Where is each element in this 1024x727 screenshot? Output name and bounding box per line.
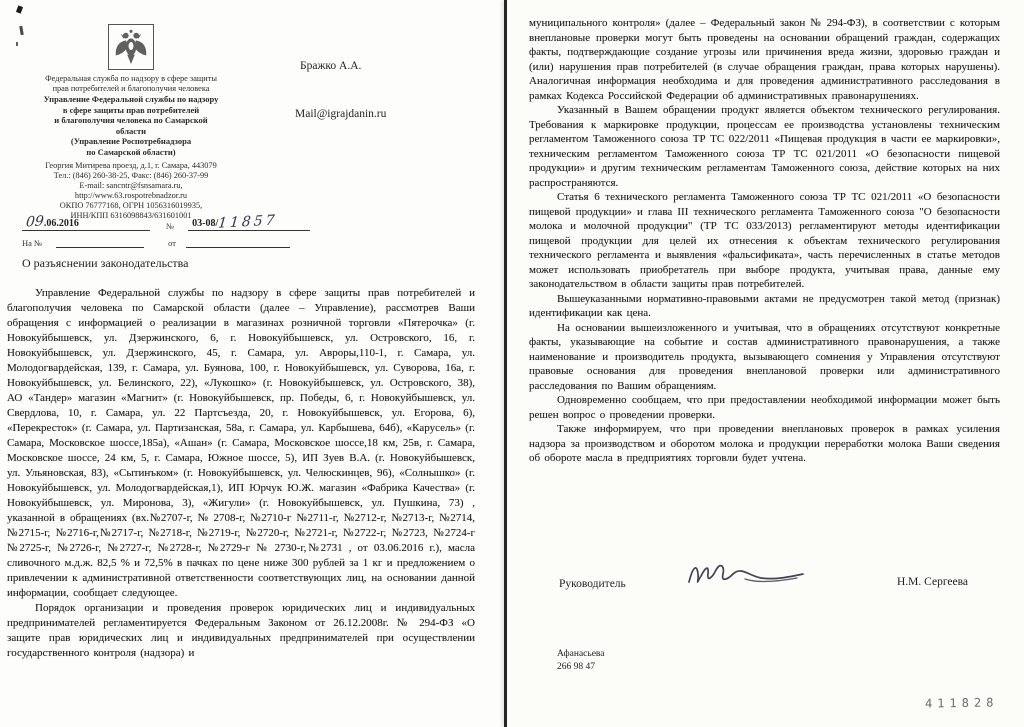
paragraph: Вышеуказанными нормативно-правовыми актами не предусмотрен такой метод (признак) идентификации как цена. bbox=[529, 292, 1000, 319]
paragraph: Порядок организации и проведения проверок юридических лиц и индивидуальных предпринимателей регламентируется Федеральным Законом от 26.12.2008г. № 294-ФЗ «О защите прав юридических лиц и индивидуальных предпринимателей при осуществлении государственного контроля (надзора) и bbox=[7, 602, 475, 659]
letter-body-page1 bbox=[7, 286, 475, 661]
paragraph: Указанный в Вашем обращении продукт является объектом технического регулирования. Требования к маркировке продукции, процессам ее производства установлены техническим регламентом Таможенного союза ТР ТС 022/2011 «Пищевая продукция в части ее маркировки», техническим регламентом Таможенного союза ТР ТС 021/2011 «О безопасности пищевой продукции» и другим техническим регламентам Таможенного союза, действие которых на них распространяются. bbox=[529, 104, 1000, 189]
postal-address: Георгия Митирева проезд, д.1, г. Самара, 443079 bbox=[45, 161, 217, 170]
letter-body-page2 bbox=[529, 16, 1000, 466]
okpo-ogrn-line: ОКПО 76777168, ОГРН 1056316019935, bbox=[59, 201, 203, 210]
agency-name-line: Федеральная служба по надзору в сфере защиты bbox=[45, 74, 217, 83]
department-name-line: Управление Федеральной службы по надзору bbox=[43, 94, 219, 104]
department-name-line: и благополучия человека по Самарской bbox=[54, 115, 208, 125]
department-name-line: в сфере защиты прав потребителей bbox=[62, 104, 200, 115]
executor-block bbox=[557, 648, 605, 674]
signer-name: Н.М. Сергеева bbox=[897, 576, 968, 588]
handwritten-number: 11857 bbox=[217, 212, 279, 232]
addressee-name: Бражко А.А. bbox=[300, 60, 362, 72]
na-label: На № bbox=[22, 238, 43, 248]
ot-label: от bbox=[168, 238, 177, 248]
department-name bbox=[12, 94, 250, 157]
scan-artifact bbox=[16, 42, 18, 46]
inn-kpp-line: ИНН/КПП 6316098843/631601001 bbox=[70, 211, 192, 220]
coat-of-arms-icon bbox=[108, 24, 154, 70]
contact-block bbox=[12, 161, 250, 221]
paragraph: На основании вышеизложенного и учитывая, что в обращениях отсутствуют конкретные факты, указывающие на событие и состав административного правонарушения, а также наименование и производитель продукта, вызывающего сомнения у Управления отсутствуют правовые основания для проведения внеплановой проверки или административного расследования по Вашим обращениям. bbox=[529, 321, 1000, 392]
printed-date: .06.2016 bbox=[43, 218, 79, 229]
letter-page-2 bbox=[507, 0, 1024, 727]
email-line: E-mail: sancntr@fsnsamara.ru, bbox=[79, 181, 183, 190]
signer-title: Руководитель bbox=[559, 578, 626, 590]
letter-page-1 bbox=[0, 0, 505, 727]
letterhead bbox=[12, 24, 250, 221]
website-line: http://www.63.rospotrebnadzor.ru bbox=[74, 191, 188, 200]
number-sign: № bbox=[166, 221, 175, 231]
department-short-name-line: (Управление Роспотребнадзора bbox=[70, 136, 192, 146]
phone-fax: Тел.: (846) 260-38-25, Факс: (846) 260-37-99 bbox=[53, 171, 209, 180]
registration-stamp-number: 411828 bbox=[924, 695, 999, 711]
paragraph: Одновременно сообщаем, что при предоставлении необходимой информации может быть решен вопрос о проведении проверки. bbox=[529, 394, 1000, 421]
addressee-email: Mail@igrajdanin.ru bbox=[295, 108, 387, 120]
paragraph: Также информируем, что при проведении внеплановых проверок в рамках усиления надзора за производством и оборотом молока и продукции переработки молока Ваши сведения об обороте масла в предприятиях торговли будет учтена. bbox=[529, 423, 1000, 464]
subject-line: О разъяснении законодательства bbox=[22, 256, 189, 270]
signature-icon bbox=[685, 552, 815, 594]
agency-name-line: прав потребителей и благополучия человека bbox=[52, 84, 210, 93]
department-short-name-line: по Самарской области) bbox=[86, 146, 176, 157]
paragraph: Статья 6 технического регламента Таможенного союза ТР ТС 021/2011 «О безопасности пищевой продукции» и глава III технического регламента Таможенного союза "О безопасности молока и молочной продукции" (ТР ТС 033/2013) регламентируют методы идентификации пищевой продукции для целей их отнесения к объектам технического регулирования технического регламента и выявления «фальсификата», часть перечисленных в статье методов может использовать приобретатель при выборе продукта, учитывая права, данные ему законодательством в области защиты прав потребителей. bbox=[529, 191, 1000, 290]
executor-name: Афанасьева bbox=[557, 649, 605, 659]
incoming-number-blank bbox=[56, 238, 144, 248]
incoming-date-blank bbox=[186, 238, 290, 248]
handwritten-day: 09 bbox=[25, 213, 45, 231]
department-name-line: области bbox=[115, 125, 147, 136]
executor-phone: 266 98 47 bbox=[557, 662, 595, 672]
outgoing-number-field bbox=[188, 212, 310, 232]
incoming-reference-line bbox=[22, 238, 290, 248]
printed-number-prefix: 03-08/ bbox=[192, 218, 219, 229]
paragraph: Управление Федеральной службы по надзору в сфере защиты прав потребителей и благополучия человека по Самарской области (далее – Управление), рассмотрев Ваши обращения с информацией о реализации в магазинах розничной торговли «Пятерочка» (г. Новокуйбышевск, ул. Дзержинского, 6, г. Новокуйбышевск, ул. Островского, 16, г. Новокуйбышевск, ул. Дзержинского, 45, г. Самара, ул. Авроры,110-1, г. Самара, ул. Молодогвардейская, 139, г. Самара, ул. Буянова, 100, г. Новокуйбышевск, ул. Суворова, 16а, г. Новокуйбышевск, ул. Белинского, 22), «Лукошко» (г. Новокуйбышевск, ул. Островского, 38), АО «Тандер» магазин «Магнит» (г. Новокуйбышевск, пр. Победы, 6, г. Новокуйбышевск, ул. Свердлова, 10, г. Самара, ул. 22 Партсъезда, 20, г. Новокуйбышевск, ул. Егорова, 6), «Перекресток» (г. Самара, ул. Партизанская, 58а, г. Самара, ул. Карбышева, 64б), «Карусель» (г. Самара, Московское шоссе,185а), «Ашан» (г. Самара, Московское шоссе,18 км, 25в, г. Самара, Московское шоссе, 24 км, 5, г. Самара, Южное шоссе, 5), ИП Зуев В.А. (г. Новокуйбышевск, ул. Ульяновская, 83), «Сытинъком» (г. Новокуйбышевск, ул. Челюскинцев, 96), «Солнышко» (г. Новокуйбышевск, ул. Молодогвардейская,1), ИП Юрчук Ю.Ж. магазин «Фабрика Качества» (г. Новокуйбышевск, ул. Миронова, 3), «Жигули» (г. Новокуйбышевск, ул. Пушкина, 73) , указанной в обращениях (вх.№2707-г, № 2708-г, №2710-г №2711-г, №2712-г, №2713-г, №2714, №2715-г, №2716-г,№2717-г, №2718-г, №2719-г, №2720-г, №2721-г, №2722-г, №2723, №2724-г №2725-г, №2726-г, №2727-г, №2728-г, №2729-г № 2730-г,№2731 , от 03.06.2016 г.), масла сливочного м.д.ж. 82,5 % и 72,5% в пачках по цене ниже 300 рублей за 1 кг и предложением о привлечении к административной ответственности соответствующих лиц, на основании данной информации, сообщает следующее. bbox=[7, 287, 475, 599]
paragraph-continuation: муниципального контроля» (далее – Федеральный закон № 294-ФЗ), в соответствии с которым внеплановые проверки могут быть проведены на основании обращений граждан, содержащих факты, подтверждающие создание угрозы или причинения вреда жизни, здоровью граждан и (или) нарушения прав потребителей (в случае обращения граждан, права которых нарушены). Аналогичная информация необходима и для проведения административного расследования в рамках Кодекса Российской Федерации об административных правонарушениях. bbox=[529, 17, 1000, 102]
agency-name bbox=[12, 74, 250, 94]
